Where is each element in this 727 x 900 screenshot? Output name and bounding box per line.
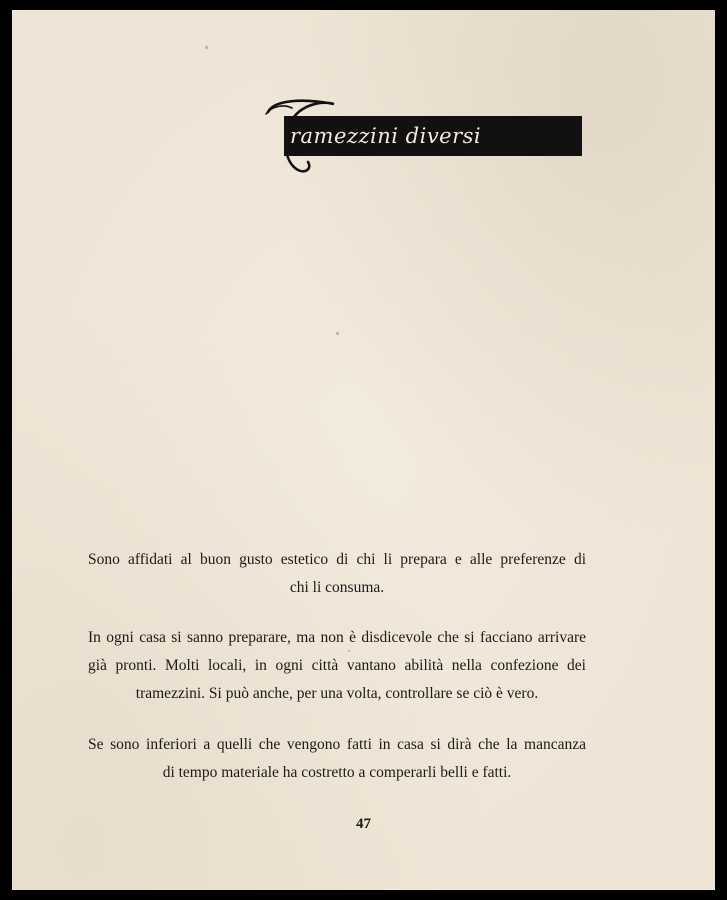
paragraph-line: tramezzini. Si può anche, per una volta, controllare se ciò è vero. [135,685,539,702]
title-text: ramezzini diversi [290,124,482,148]
paragraph-line: di tempo materiale ha costretto a comperarli belli e fatti. [162,764,512,781]
paragraph-1 [88,546,586,602]
paragraph-line: Se sono inferiori a quelli che vengono fatti in casa si dirà che la mancanza [88,736,586,753]
paragraph-line: già pronti. Molti locali, in ogni città vantano abilità nella confezione dei [88,657,586,674]
paragraph-line: In ogni casa si sanno preparare, ma non è disdicevole che si facciano arrivare [88,629,586,646]
paper-speck [205,46,208,49]
page-number: 47 [356,816,371,832]
chapter-title [262,90,592,190]
paragraph-3 [88,731,586,787]
paper-speck [348,650,350,652]
paragraph-line: chi li consuma. [289,579,385,596]
paragraph-line: Sono affidati al buon gusto estetico di chi li prepara e alle preferenze di [88,551,586,568]
book-page [12,10,715,890]
paper-speck [336,332,339,335]
paragraph-2 [88,624,586,708]
